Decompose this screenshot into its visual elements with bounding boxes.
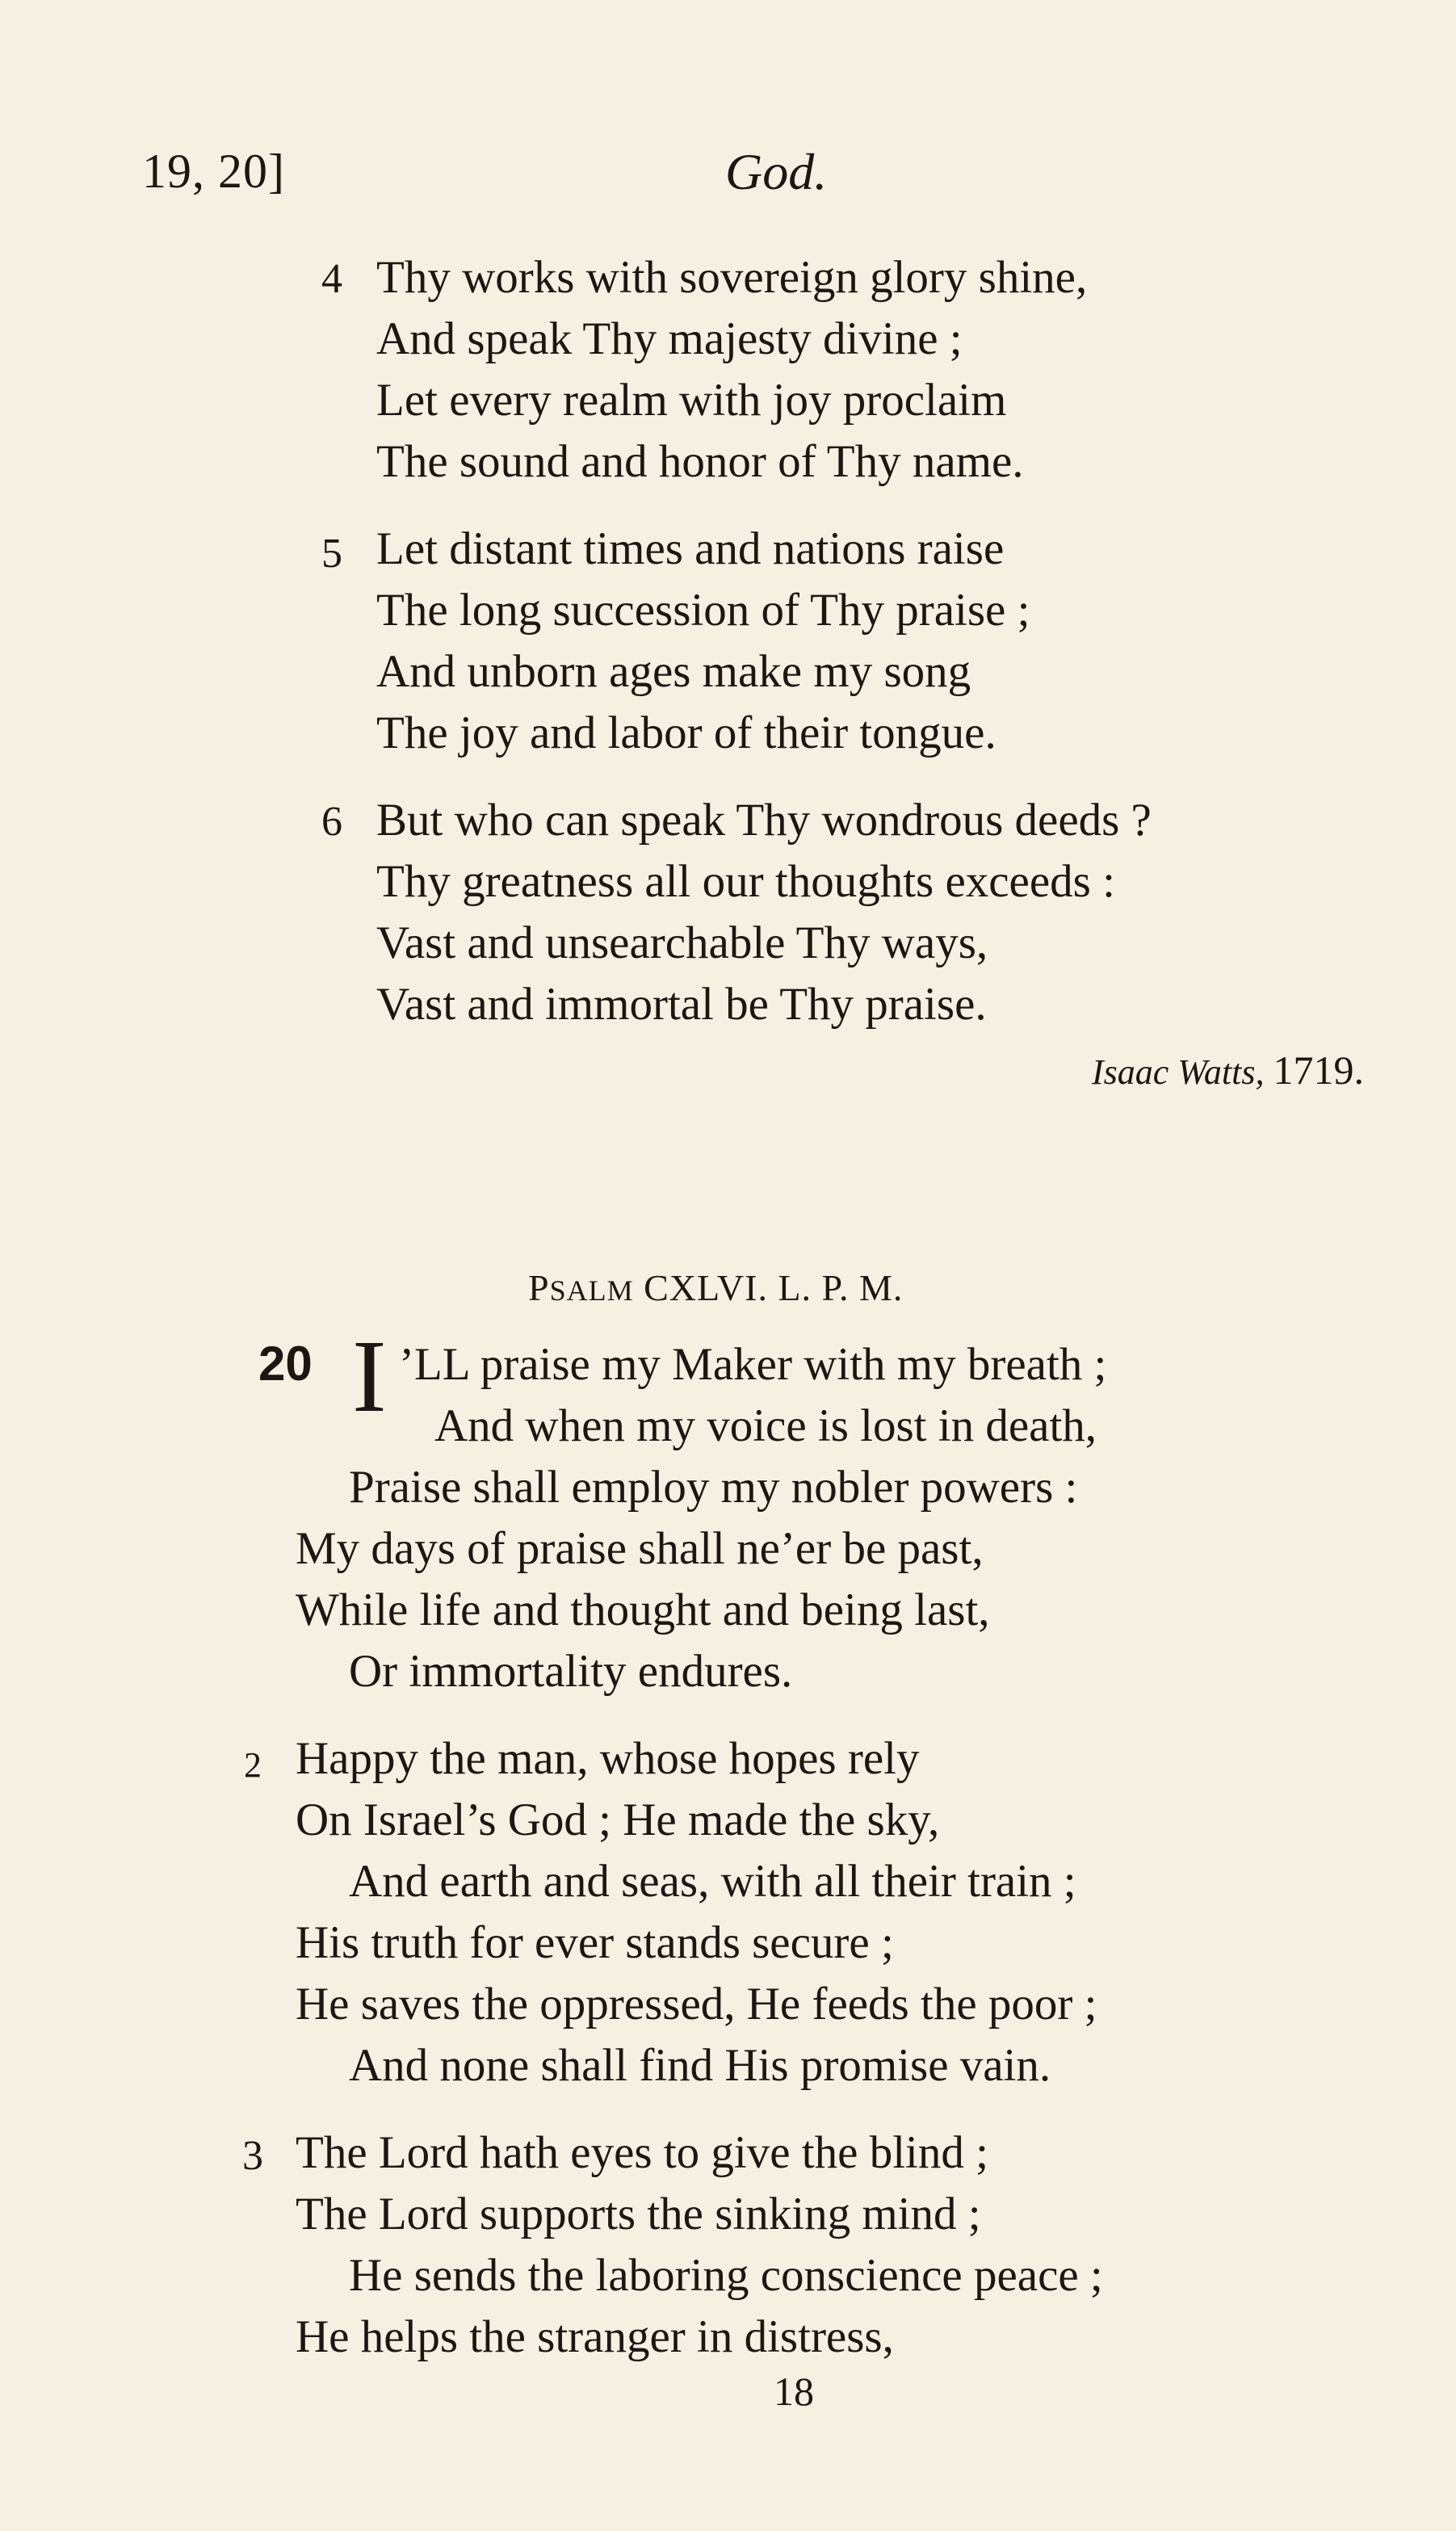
verse-line: Happy the man, whose hopes rely — [296, 1733, 920, 1784]
page-number: 18 — [774, 2369, 814, 2414]
verse-number: 4 — [321, 256, 342, 302]
verse-number: 3 — [242, 2133, 263, 2179]
verse-line: Let distant times and nations raise — [376, 523, 1005, 574]
verse-line: ’LL praise my Maker with my breath ; — [399, 1339, 1107, 1390]
verse-line: Vast and immortal be Thy praise. — [376, 979, 987, 1030]
heading-smallcaps: SALM — [549, 1274, 634, 1307]
verse-line: While life and thought and being last, — [296, 1584, 990, 1635]
hymn-number: 20 — [258, 1337, 313, 1391]
verse-number: 5 — [321, 531, 342, 577]
author-name: Isaac Watts, — [1092, 1052, 1265, 1092]
verse-line: Thy works with sovereign glory shine, — [376, 252, 1088, 303]
psalm-heading — [528, 1266, 903, 1309]
verse-line: And none shall find His promise vain. — [349, 2040, 1051, 2091]
running-head-hymn-numbers: 19, 20] — [142, 145, 285, 198]
verse-line: The joy and labor of their tongue. — [376, 707, 997, 758]
verse-line: Praise shall employ my nobler powers : — [349, 1462, 1078, 1513]
drop-cap: I — [352, 1319, 387, 1433]
heading-initial: P — [528, 1267, 550, 1308]
verse-line: And speak Thy majesty divine ; — [376, 313, 963, 364]
verse-line: On Israel’s God ; He made the sky, — [296, 1794, 940, 1845]
heading-title: CXLVI. L. P. M. — [644, 1267, 904, 1308]
verse-line: Or immortality endures. — [349, 1646, 793, 1697]
verse-line: He saves the oppressed, He feeds the poor ; — [296, 1979, 1097, 2029]
verse-line: Let every realm with joy proclaim — [376, 375, 1007, 426]
verse-line: He helps the stranger in distress, — [296, 2311, 894, 2362]
hymn-attribution — [1092, 1047, 1364, 1093]
verse-number: 2 — [244, 1745, 262, 1785]
author-year: 1719. — [1273, 1047, 1364, 1093]
verse-line: Vast and unsearchable Thy ways, — [376, 917, 988, 968]
verse-line: The sound and honor of Thy name. — [376, 436, 1024, 487]
verse-line: Thy greatness all our thoughts exceeds : — [376, 856, 1115, 907]
verse-number: 6 — [321, 799, 342, 845]
verse-line: And earth and seas, with all their train ; — [349, 1856, 1076, 1907]
verse-line: The Lord hath eyes to give the blind ; — [296, 2127, 988, 2178]
verse-line: He sends the laboring conscience peace ; — [349, 2250, 1103, 2301]
verse-line: And when my voice is lost in death, — [434, 1400, 1097, 1451]
verse-line: The long succession of Thy praise ; — [376, 585, 1030, 636]
verse-line: My days of praise shall ne’er be past, — [296, 1523, 984, 1574]
verse-line: His truth for ever stands secure ; — [296, 1917, 894, 1968]
running-head-title: God. — [725, 143, 828, 200]
verse-line: And unborn ages make my song — [376, 646, 971, 697]
verse-line: But who can speak Thy wondrous deeds ? — [376, 795, 1152, 846]
verse-line: The Lord supports the sinking mind ; — [296, 2189, 981, 2239]
